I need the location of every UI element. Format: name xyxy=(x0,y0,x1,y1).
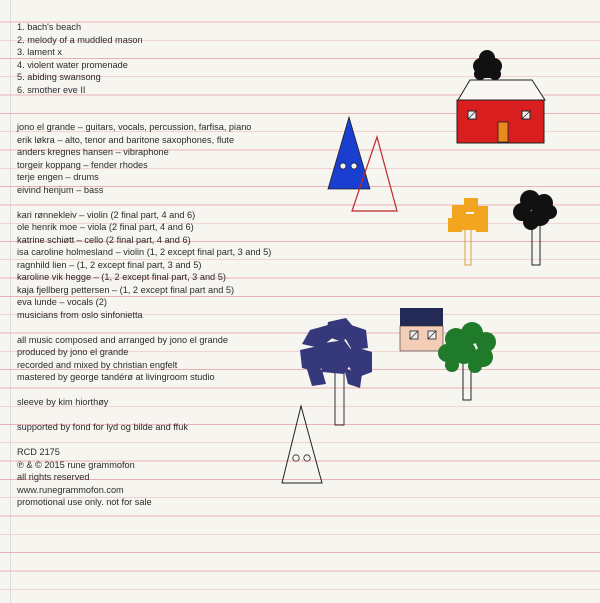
credit-line: supported by fond for lyd og bilde and ffuk xyxy=(17,422,188,432)
credit-line: jono el grande – guitars, vocals, percussion, farfisa, piano xyxy=(17,122,252,132)
track-item: 3. lament x xyxy=(17,47,62,57)
bush-icon xyxy=(473,50,502,80)
credit-line: eivind henjum – bass xyxy=(17,184,104,195)
credit-line: all music composed and arranged by jono el grande xyxy=(17,334,228,345)
track-item: 5. abiding swansong xyxy=(17,72,101,82)
white-triangle-figure-icon xyxy=(282,406,322,483)
copyright-line: ℗ & © 2015 rune grammofon xyxy=(17,459,135,470)
navy-tree-icon xyxy=(300,318,372,425)
track-item: 2. melody of a muddled mason xyxy=(17,34,143,45)
track-item: 6. smother eve II xyxy=(17,84,86,95)
track-item: 4. violent water promenade xyxy=(17,59,128,70)
credit-line: kaja fjellberg pettersen – (1, 2 except final part and 5) xyxy=(17,284,235,295)
catalog-number: RCD 2175 xyxy=(17,447,60,457)
credit-line: terje engen – drums xyxy=(17,172,99,182)
credit-line: produced by jono el grande xyxy=(17,347,129,357)
credit-line: eva lunde – vocals (2) xyxy=(17,297,107,307)
credit-line: karoline vik hegge – (1, 2 except final part, 3 and 5) xyxy=(17,272,226,282)
small-house-icon xyxy=(400,308,443,351)
track-item: 1. bach's beach xyxy=(17,22,82,32)
credit-line: mastered by george tandérø at livingroom studio xyxy=(17,372,215,382)
credit-line: ragnhild lien – (1, 2 except final part, 3 and 5) xyxy=(17,259,202,270)
green-tree-icon xyxy=(438,322,496,400)
credit-line: musicians from oslo sinfonietta xyxy=(17,309,143,320)
credit-line: kari rønnekleiv – violin (2 final part, 4 and 6) xyxy=(17,209,196,220)
credit-line: anders kregnes hansen – vibraphone xyxy=(17,147,169,157)
house-icon xyxy=(457,50,545,143)
credit-line: sleeve by kim hiorthøy xyxy=(17,397,109,407)
rights-line: all rights reserved xyxy=(17,472,90,482)
promo-note: promotional use only. not for sale xyxy=(17,497,152,507)
website-line: www.runegrammofon.com xyxy=(17,484,124,495)
black-tree-icon xyxy=(513,190,557,265)
credit-line: isa caroline holmesland – violin (1, 2 except final part, 3 and 5) xyxy=(17,247,272,257)
credit-line: ole henrik moe – viola (2 final part, 4 and 6) xyxy=(17,222,194,232)
credit-line: recorded and mixed by christian engfelt xyxy=(17,359,178,370)
credit-line: torgeir koppang – fender rhodes xyxy=(17,159,148,170)
credit-line: erik løkra – alto, tenor and baritone saxophones, flute xyxy=(17,134,235,145)
orange-tree-icon xyxy=(448,198,488,265)
credit-line: katrine schiøtt – cello (2 final part, 4 and 6) xyxy=(17,234,191,245)
